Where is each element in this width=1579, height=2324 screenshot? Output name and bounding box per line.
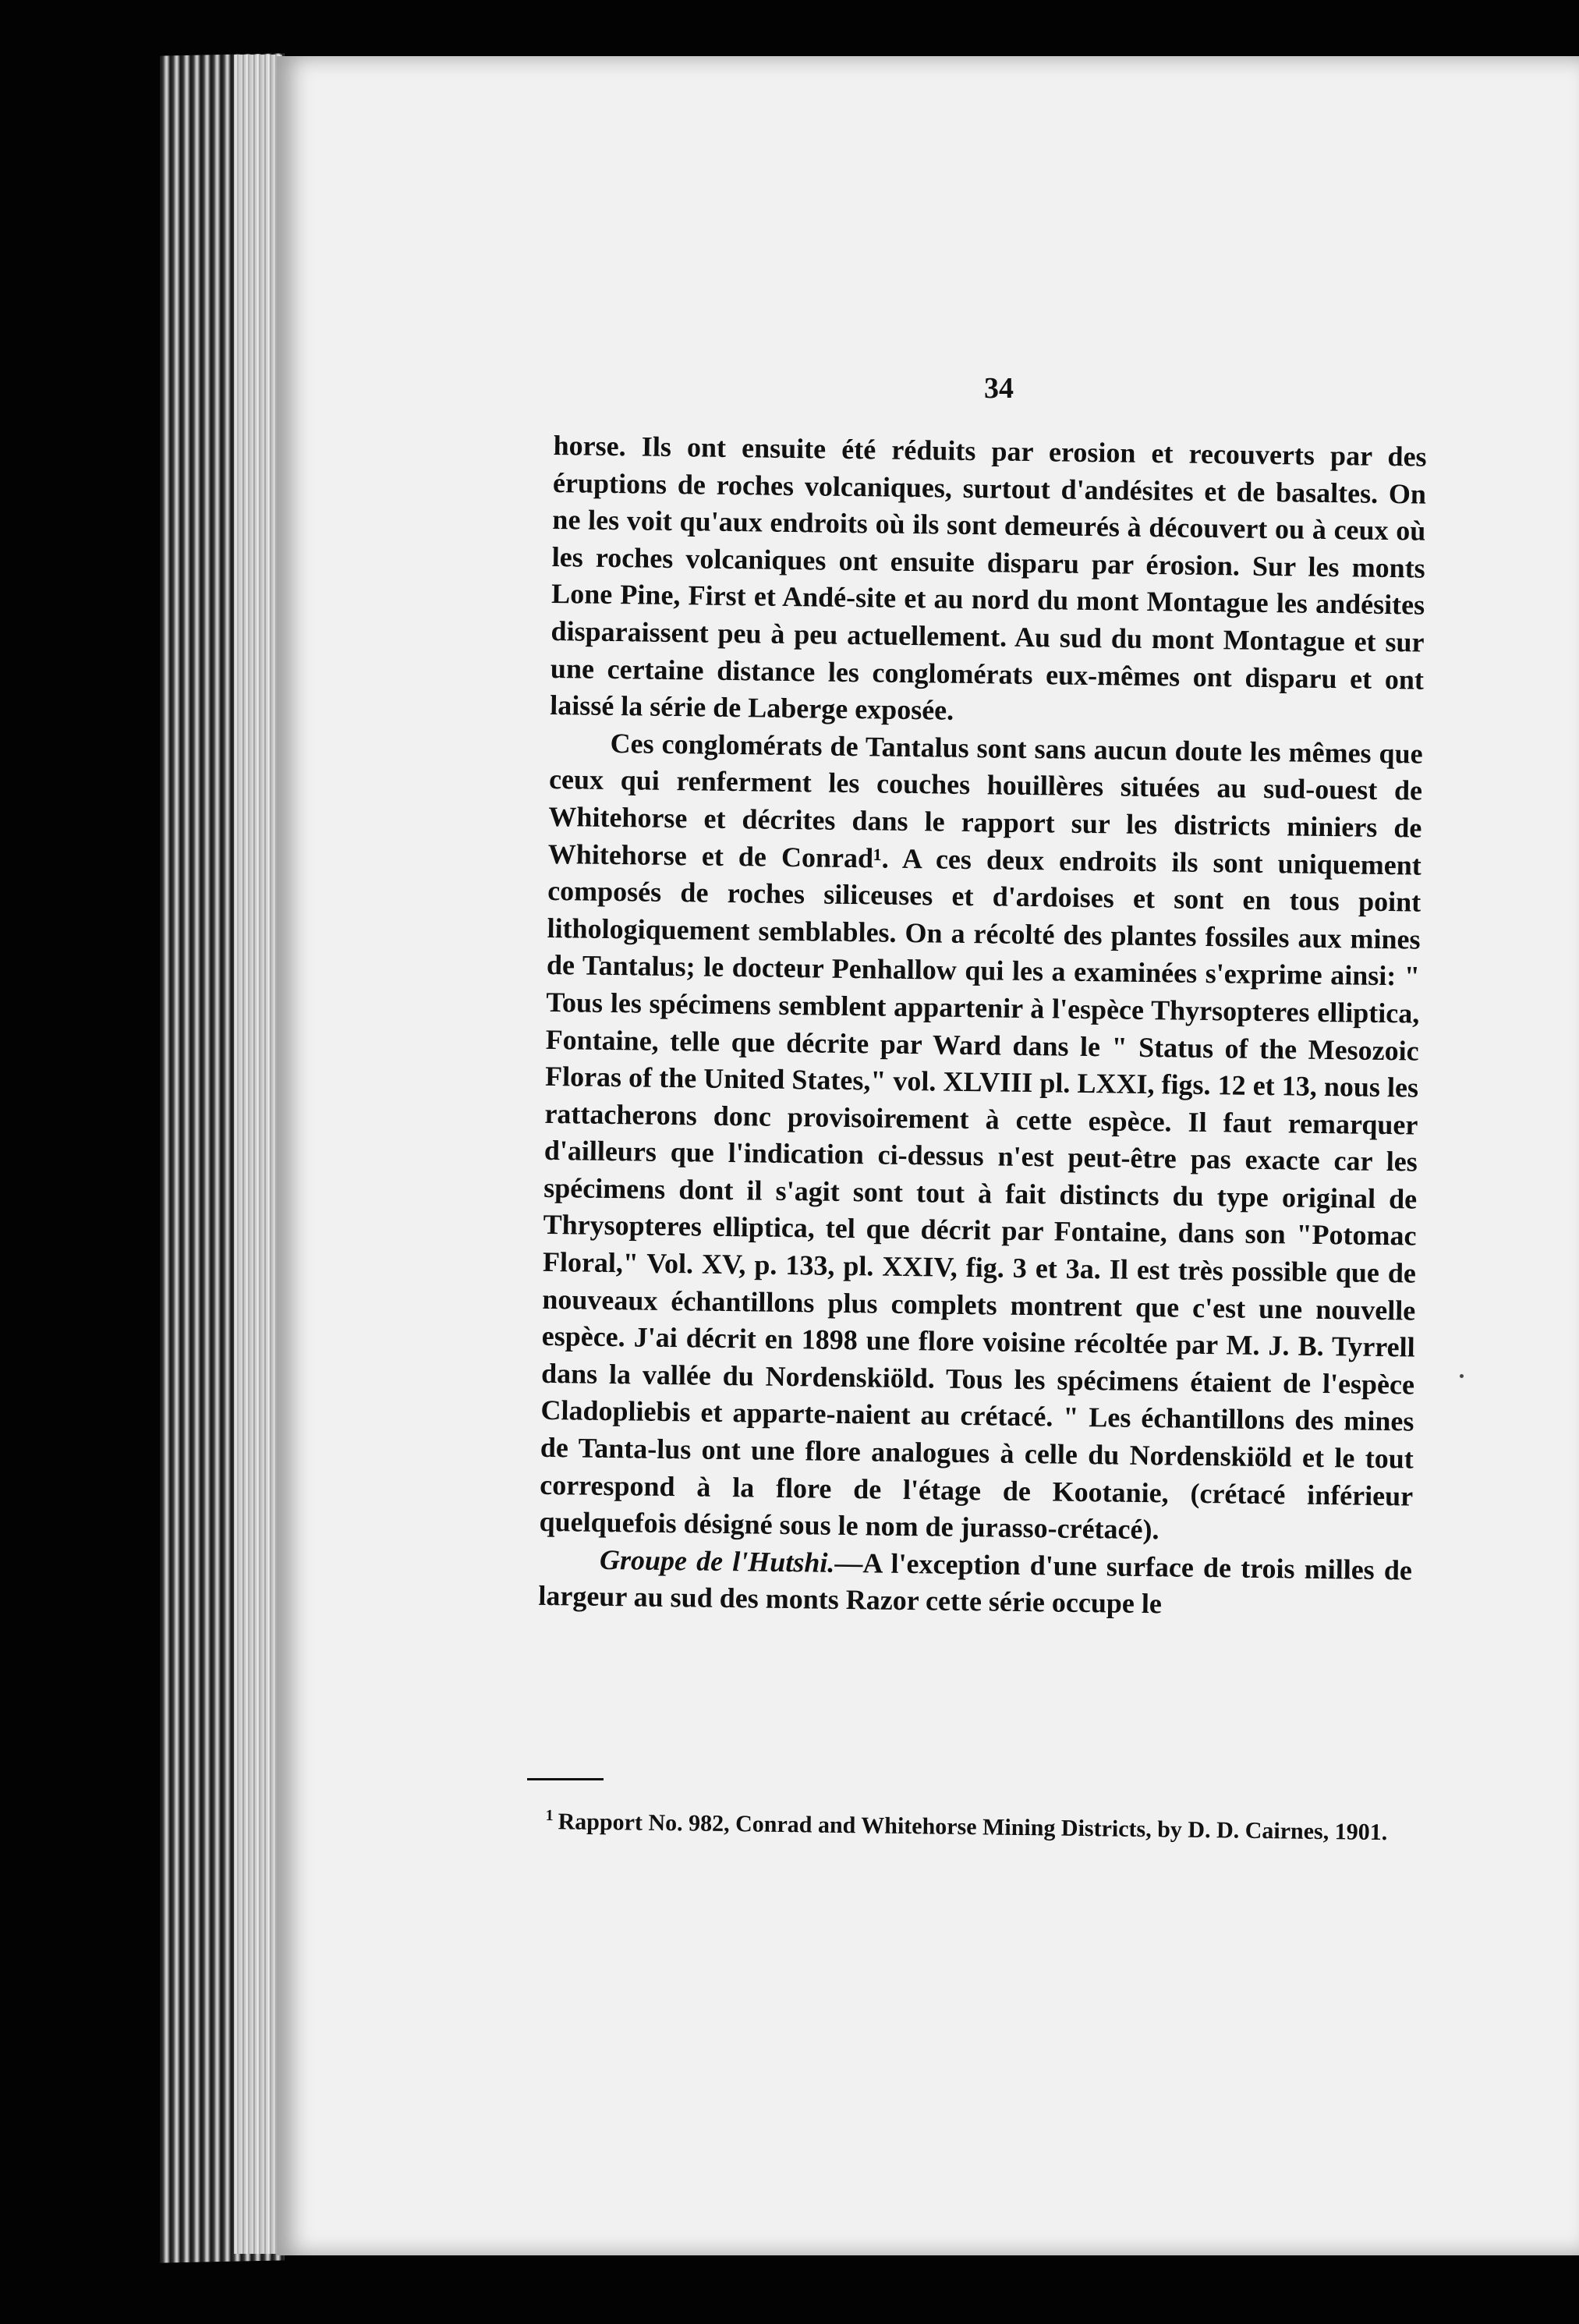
book-gutter [234,55,282,2254]
body-text [538,427,1427,1627]
paragraph-1: horse. Ils ont ensuite été réduits par erosion et recouverts par des éruptions de roches volcaniques, surtout d'andésites et de basaltes. On ne les voit qu'aux endroits où ils sont demeurés à découvert ou à ceux où les roches volcaniques ont ensuite disparu par érosion. Sur les monts Lone Pine, First et Andé-site et au nord du mont Montague les andésites disparaissent peu à peu actuellement. Au sud du mont Montague et sur une certaine distance les conglomérats eux-mêmes ont disparu et ont laissé la série de Laberge exposée. [550,429,1427,726]
scan-speck [1460,1374,1464,1378]
page-number: 34 [984,372,1014,405]
paragraph-2: Ces conglomérats de Tantalus sont sans aucun doute les mêmes que ceux qui renferment les couches houillères situées au sud-ouest de Whitehorse et décrites dans le rapport sur les districts miniers de Whitehorse et de Conrad¹. A ces deux endroits ils sont uniquement composés de roches siliceuses et d'ardoises et sont en tous point lithologiquement semblables. On a récolté des plantes fossiles aux mines de Tantalus; le docteur Penhallow qui les a examinées s'exprime ainsi: " Tous les spécimens semblent appartenir à l'espèce Thyrsopteres elliptica, Fontaine, telle que décrite par Ward dans le " Status of the Mesozoic Floras of the United States," vol. XLVIII pl. LXXI, figs. 12 et 13, nous les rattacherons donc provisoirement à cette espèce. Il faut remarquer d'ailleurs que l'indication ci-dessus n'est peut-être pas exacte car les spécimens dont il s'agit sont tout à fait distincts du type original de Thrysopteres elliptica, tel que décrit par Fontaine, dans son "Potomac Floral," Vol. XV, p. 133, pl. XXIV, fig. 3 et 3a. Il est très possible que de nouveaux échantillons plus complets montrent que c'est une nouvelle espèce. J'ai décrit en 1898 une flore voisine récoltée par M. J. B. Tyrrell dans la vallée du Nordenskiöld. Tous les spécimens étaient de l'espèce Cladopliebis et apparte-naient au crétacé. " Les échantillons des mines de Tanta-lus ont une flore analogues à celle du Nordenskiöld et le tout correspond à la flore de l'étage de Kootanie, (crétacé inférieur quelquefois désigné sous le nom de jurasso-crétacé). [539,727,1423,1546]
footnote-rule [527,1778,604,1780]
footnote-text: Rapport No. 982, Conrad and Whitehorse Mining Districts, by D. D. Cairnes, 1901. [558,1809,1388,1846]
section-paragraph [538,1541,1412,1627]
section-text: —A l'exception d'une surface de trois milles de largeur au sud des monts Razor cette série occupe le [538,1546,1413,1620]
section-heading: Groupe de l'Hutshi. [599,1543,835,1578]
footnote-mark: 1 [545,1806,554,1825]
